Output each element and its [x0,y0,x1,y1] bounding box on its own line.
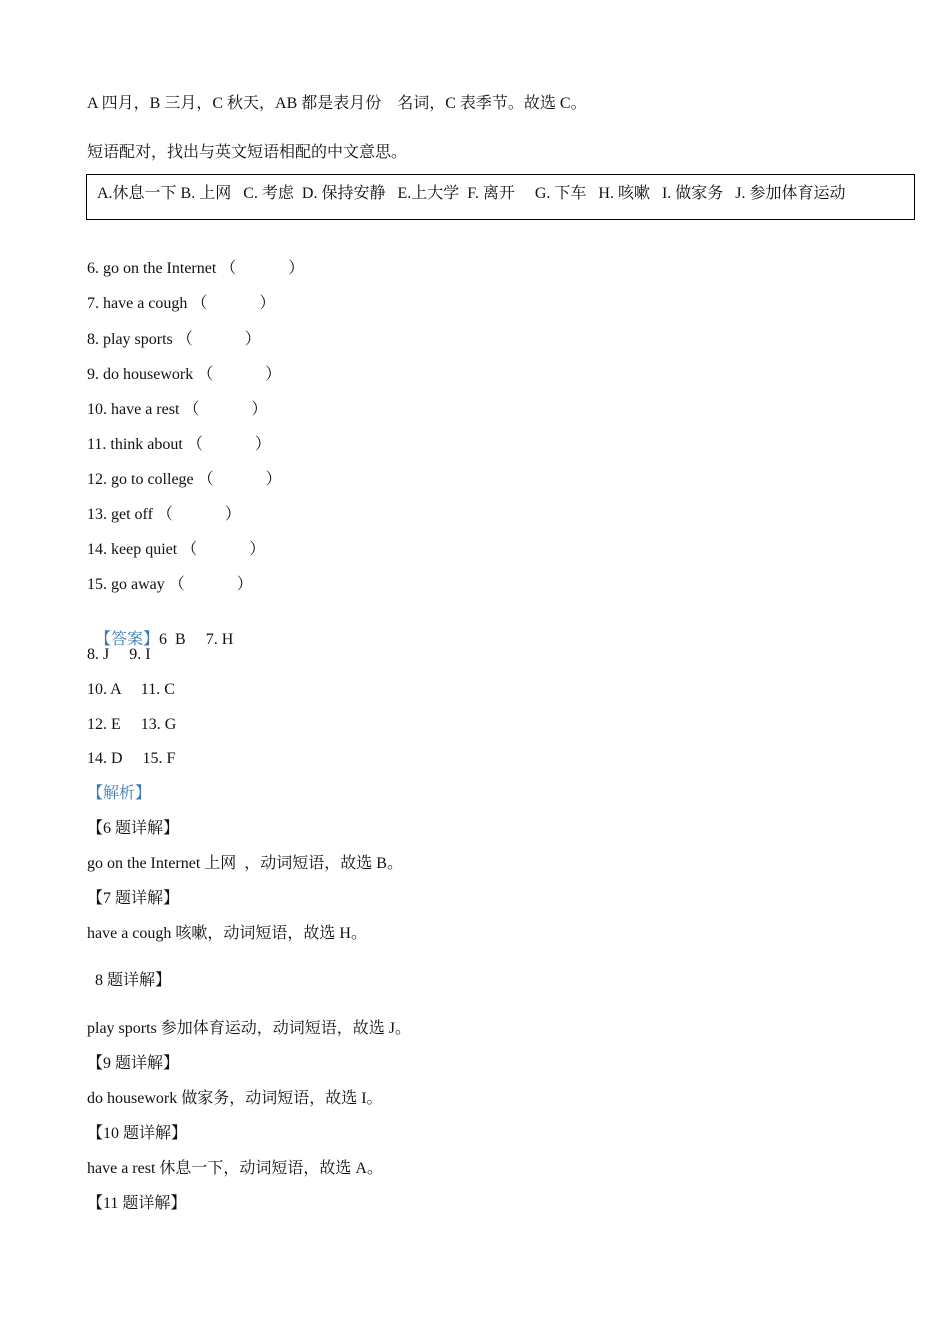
answer-tag: 【答案】 [95,631,160,648]
detail-heading: 【10 题详解】 [87,1125,188,1142]
answer-line: 10. A 11. C [87,681,175,698]
answer-line: 8. J 9. I [87,646,151,663]
question-item: 11. think about （ ） [87,436,271,453]
detail-text: have a cough 咳嗽，动词短语，故选 H。 [87,925,367,942]
question-item: 10. have a rest （ ） [87,401,268,418]
detail-text: play sports 参加体育运动，动词短语，故选 J。 [87,1020,412,1037]
detail-heading: 【6 题详解】 [87,820,180,837]
analysis-tag: 【解析】 [87,785,152,802]
detail-text: have a rest 休息一下，动词短语，故选 A。 [87,1160,383,1177]
detail-text: go on the Internet 上网 ，动词短语，故选 B。 [87,855,403,872]
section-instruction: 短语配对，找出与英文短语相配的中文意思。 [87,144,408,161]
options-box [86,174,915,220]
question-item: 12. go to college （ ） [87,471,282,488]
detail-heading: 【7 题详解】 [87,890,180,907]
answer-line: 14. D 15. F [87,750,176,767]
detail-text: do housework 做家务，动词短语，故选 I。 [87,1090,383,1107]
question-item: 7. have a cough （ ） [87,295,276,312]
question-item: 8. play sports （ ） [87,331,261,348]
detail-heading: 8 题详解】 [87,972,172,989]
question-item: 15. go away （ ） [87,576,253,593]
question-item: 9. do housework （ ） [87,366,282,383]
question-item: 13. get off （ ） [87,506,241,523]
intro-explanation: A 四月，B 三月，C 秋天，AB 都是表月份 名词，C 表季节。故选 C。 [87,95,587,112]
answer-first: 6 B 7. H [159,631,234,648]
answer-line [87,610,233,650]
detail-heading: 【11 题详解】 [87,1195,187,1212]
question-item: 14. keep quiet （ ） [87,541,266,558]
answer-line: 12. E 13. G [87,716,177,733]
detail-heading: 【9 题详解】 [87,1055,180,1072]
options-text: A.休息一下 B. 上网 C. 考虑 D. 保持安静 E.上大学 F. 离开 G. 下车 H. 咳嗽 I. 做家务 J. 参加体育运动 [97,185,846,202]
question-item: 6. go on the Internet （ ） [87,260,305,277]
